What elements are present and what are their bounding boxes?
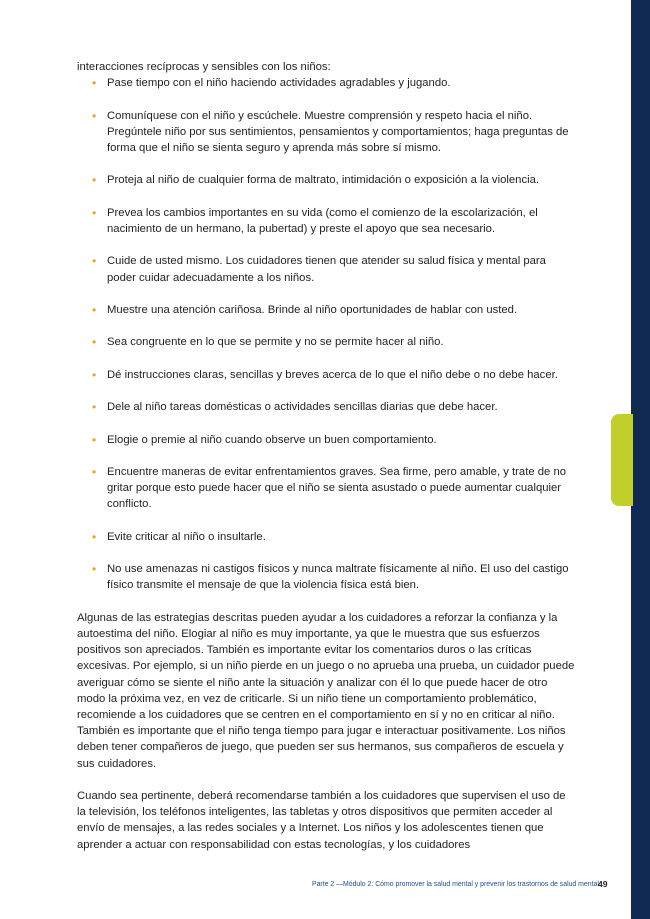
list-item	[77, 334, 577, 350]
list-item-text: Encuentre maneras de evitar enfrentamientos graves. Sea firme, pero amable, y trate de no gritar porque esto puede hacer que el niño se sienta asustado o puede aumentar cualquier conflicto.	[107, 465, 567, 511]
bullet-icon: •	[92, 432, 97, 447]
bullet-icon: •	[92, 400, 97, 415]
bullet-icon: •	[92, 76, 97, 91]
list-item-text: Cuide de usted mismo. Los cuidadores tienen que atender su salud física y mental para poder cuidar adecuadamente a los niños.	[107, 255, 546, 284]
list-item	[77, 172, 577, 188]
list-item-text: Prevea los cambios importantes en su vida (como el comienzo de la escolarización, el nacimiento de un hermano, la pubertad) y preste el apoyo que sea necesario.	[107, 206, 538, 235]
list-item-text: Comuníquese con el niño y escúchele. Muestre comprensión y respeto hacia el niño. Pregúntele niño por sus sentimientos, pensamientos y comportamientos; haga preguntas de forma que el niño se sienta seguro y aprenda más sobre sí mismo.	[107, 109, 569, 154]
bullet-icon: •	[92, 464, 97, 479]
list-item-text: Muestre una atención cariñosa. Brinde al niño oportunidades de hablar con usted.	[107, 303, 518, 316]
list-item	[77, 253, 577, 285]
section-tab-marker	[611, 414, 633, 506]
bullet-icon: •	[92, 335, 97, 350]
bullet-icon: •	[92, 367, 97, 382]
list-item	[77, 529, 577, 545]
list-item	[77, 205, 577, 237]
bullet-icon: •	[92, 254, 97, 269]
page-number: 49	[598, 879, 608, 889]
body-paragraph: Cuando sea pertinente, deberá recomendarse también a los cuidadores que supervisen el uso de la televisión, los teléfonos inteligentes, las tabletas y otros dispositivos que permiten acceder al envío de mensajes, a las redes sociales y a Internet. Los niños y los adolescentes tienen que aprender a actuar con responsabilidad con estas tecnologías, y los cuidadores	[77, 789, 566, 851]
list-item	[77, 432, 577, 448]
bullet-icon: •	[92, 529, 97, 544]
body-paragraph: Algunas de las estrategias descritas pueden ayudar a los cuidadores a reforzar la confianza y la autoestima del niño. Elogiar al niño es muy importante, ya que le muestra que sus esfuerzos positivos son apreciados. También es importante evitar los comentarios duros o las críticas excesivas. Por ejemplo, si un niño pierde en un juego o no aprueba una prueba, un cuidador puede averiguar cómo se siente el niño ante la situación y analizar con él lo que puede hacer de otro modo la próxima vez, en vez de criticarle. Si un niño tiene un comportamiento problemático, recomiende a los cuidadores que se centren en el comportamiento en sí y no en criticar al niño. También es importante que el niño tenga tiempo para jugar e interactuar positivamente. Los niños deben tener compañeros de juego, que pueden ser sus hermanos, sus compañeros de escuela y sus cuidadores.	[77, 611, 575, 770]
list-item-text: Proteja al niño de cualquier forma de maltrato, intimidación o exposición a la violencia.	[107, 174, 540, 187]
list-item	[77, 561, 577, 593]
list-item	[77, 367, 577, 383]
list-item	[77, 399, 577, 415]
recommendation-list	[77, 75, 577, 593]
page-edge-band	[631, 0, 650, 919]
page-body	[77, 59, 577, 869]
intro-line: interacciones recíprocas y sensibles con los niños:	[77, 61, 331, 73]
list-item	[77, 464, 577, 513]
list-item	[77, 108, 577, 157]
list-item-text: No use amenazas ni castigos físicos y nunca maltrate físicamente al niño. El uso del castigo físico transmite el mensaje de que la violencia física está bien.	[107, 563, 569, 592]
bullet-icon: •	[92, 173, 97, 188]
bullet-icon: •	[92, 205, 97, 220]
bullet-icon: •	[92, 108, 97, 123]
list-item-text: Pase tiempo con el niño haciendo actividades agradables y jugando.	[107, 77, 451, 90]
list-item-text: Sea congruente en lo que se permite y no se permite hacer al niño.	[107, 336, 444, 349]
list-item	[77, 75, 577, 91]
bullet-icon: •	[92, 302, 97, 317]
list-item-text: Dele al niño tareas domésticas o actividades sencillas diarias que debe hacer.	[107, 401, 498, 414]
list-item	[77, 302, 577, 318]
list-item-text: Dé instrucciones claras, sencillas y breves acerca de lo que el niño debe o no debe hacer.	[107, 368, 558, 381]
list-item-text: Elogie o premie al niño cuando observe un buen comportamiento.	[107, 433, 437, 446]
running-footer: Parte 2 —Módulo 2: Cómo promover la salud mental y prevenir los trastornos de salud mental	[312, 881, 599, 888]
list-item-text: Evite criticar al niño o insultarle.	[107, 530, 266, 543]
bullet-icon: •	[92, 562, 97, 577]
